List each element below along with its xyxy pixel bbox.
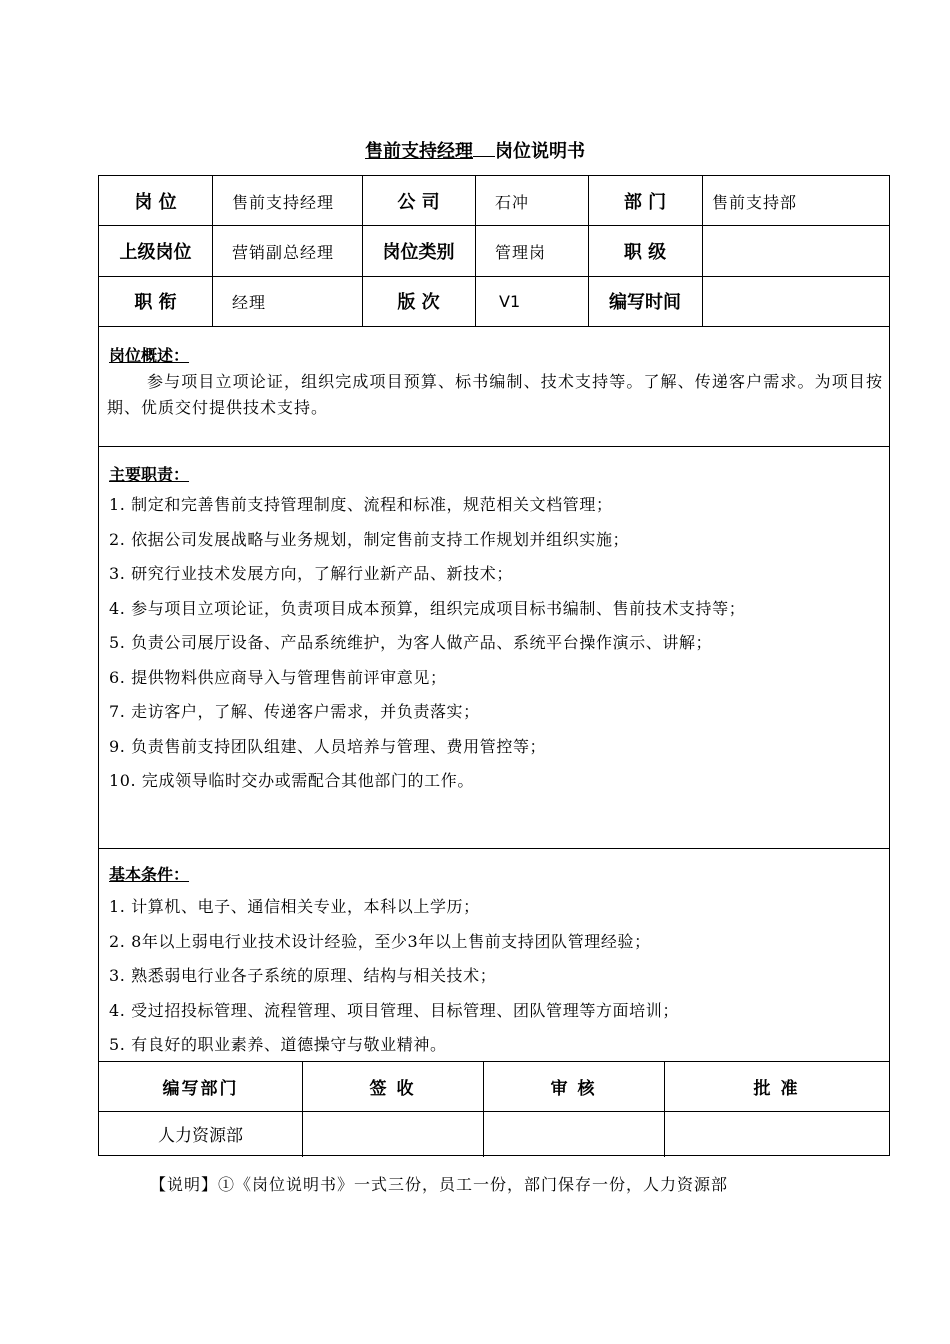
header-review: 审 核: [550, 1078, 597, 1099]
list-item: 7. 走访客户，了解、传递客户需求，并负责落实；: [109, 702, 480, 721]
overview-text: 参与项目立项论证，组织完成项目预算、标书编制、技术支持等。了解、传递客户需求。为项目按期、优质交付提供技术支持。: [107, 372, 883, 417]
value-superior: 营销副总经理: [232, 242, 335, 262]
list-item: 3. 熟悉弱电行业各子系统的原理、结构与相关技术；: [109, 966, 497, 985]
value-version: V1: [499, 291, 521, 311]
label-company: 公 司: [397, 192, 440, 213]
value-review: [483, 1111, 664, 1156]
duties-title: 主要职责：: [109, 465, 190, 484]
list-item: 1. 制定和完善售前支持管理制度、流程和标准，规范相关文档管理；: [109, 495, 613, 514]
duties-list: [109, 488, 745, 799]
label-department: 部 门: [623, 192, 667, 213]
label-written-date: 编写时间: [609, 292, 681, 313]
value-writing-dept: 人力资源部: [158, 1126, 243, 1146]
list-item: 3. 研究行业技术发展方向，了解行业新产品、新技术；: [109, 564, 513, 583]
requirements-title: 基本条件：: [109, 865, 190, 884]
requirements-list: [109, 890, 679, 1063]
list-item: 4. 参与项目立项论证，负责项目成本预算，组织完成项目标书编制、售前技术支持等；: [109, 598, 746, 618]
list-item: 2. 8年以上弱电行业技术设计经验，至少3年以上售前支持团队管理经验；: [109, 931, 651, 951]
list-item: 9. 负责售前支持团队组建、人员培养与管理、费用管控等；: [109, 736, 547, 756]
value-company: 石冲: [495, 192, 530, 212]
overview-title: 岗位概述：: [109, 346, 190, 365]
value-title: 经理: [232, 292, 267, 312]
header-writing-dept: 编写部门: [162, 1078, 239, 1099]
title-position: 售前支持经理: [365, 141, 473, 162]
list-item: 5. 有良好的职业素养、道德操守与敬业精神。: [109, 1035, 447, 1054]
header-approve: 批 准: [753, 1078, 800, 1099]
value-position: 售前支持经理: [232, 192, 335, 212]
label-version: 版 次: [397, 292, 440, 313]
header-receipt: 签 收: [369, 1078, 416, 1099]
label-category: 岗位类别: [382, 242, 455, 263]
value-written-date: [702, 276, 889, 326]
list-item: 1. 计算机、电子、通信相关专业，本科以上学历；: [109, 897, 480, 916]
list-item: 2. 依据公司发展战略与业务规划，制定售前支持工作规划并组织实施；: [109, 529, 630, 549]
list-item: 4. 受过招投标管理、流程管理、项目管理、目标管理、团队管理等方面培训；: [109, 1000, 679, 1020]
list-item: 6. 提供物料供应商导入与管理售前评审意见；: [109, 667, 447, 687]
label-title: 职 衔: [134, 292, 177, 313]
list-item: 10. 完成领导临时交办或需配合其他部门的工作。: [109, 771, 474, 790]
label-grade: 职 级: [623, 242, 667, 263]
footnote: 【说明】①《岗位说明书》一式三份，员工一份，部门保存一份，人力资源部: [150, 1175, 729, 1194]
row-divider: [99, 326, 889, 327]
value-category: 管理岗: [495, 242, 547, 262]
label-position: 岗 位: [134, 192, 177, 213]
job-description-table: [98, 175, 890, 1156]
title-doc: 岗位说明书: [495, 141, 585, 162]
value-department: 售前支持部: [712, 192, 798, 212]
value-approve: [664, 1111, 889, 1156]
row-divider: [99, 446, 889, 447]
row-divider: [99, 848, 889, 849]
value-grade: [702, 226, 889, 276]
value-receipt: [302, 1111, 483, 1156]
list-item: 5. 负责公司展厅设备、产品系统维护，为客人做产品、系统平台操作演示、讲解；: [109, 633, 713, 652]
label-superior: 上级岗位: [119, 242, 192, 263]
title-gap: [473, 142, 495, 157]
page-title: [0, 137, 950, 163]
